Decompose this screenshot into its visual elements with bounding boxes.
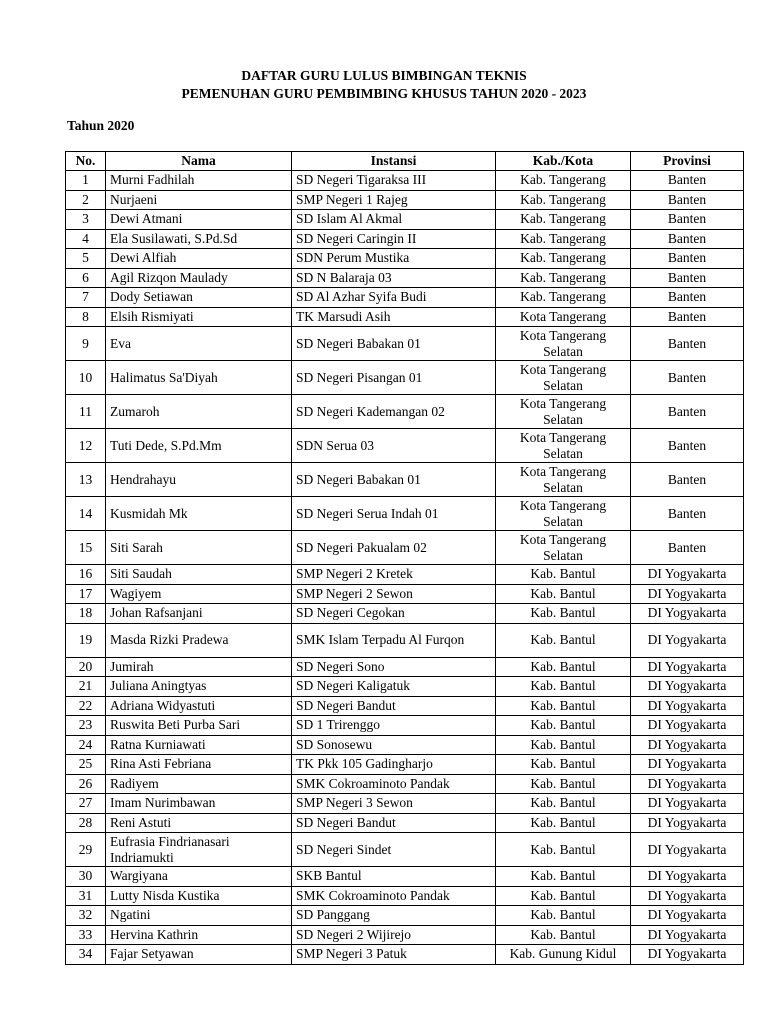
- cell-provinsi: Banten: [631, 463, 744, 497]
- cell-kab-kota: Kab. Bantul: [496, 755, 631, 775]
- cell-kab-kota: Kab. Bantul: [496, 794, 631, 814]
- cell-instansi: SD Negeri Tigaraksa III: [292, 171, 496, 191]
- cell-provinsi: DI Yogyakarta: [631, 735, 744, 755]
- table-row: [66, 307, 744, 327]
- cell-nama: Rina Asti Febriana: [106, 755, 292, 775]
- cell-provinsi: DI Yogyakarta: [631, 813, 744, 833]
- table-row: [66, 229, 744, 249]
- cell-nama: Wagiyem: [106, 584, 292, 604]
- cell-nama: Halimatus Sa'Diyah: [106, 361, 292, 395]
- cell-provinsi: Banten: [631, 429, 744, 463]
- cell-nama: Dody Setiawan: [106, 288, 292, 308]
- cell-kab-kota: Kab. Bantul: [496, 657, 631, 677]
- cell-nama: Ruswita Beti Purba Sari: [106, 716, 292, 736]
- table-row: [66, 429, 744, 463]
- cell-no: 22: [66, 696, 106, 716]
- cell-instansi: SD N Balaraja 03: [292, 268, 496, 288]
- cell-nama: Radiyem: [106, 774, 292, 794]
- cell-nama: Elsih Rismiyati: [106, 307, 292, 327]
- cell-nama: Wargiyana: [106, 867, 292, 887]
- cell-no: 32: [66, 906, 106, 926]
- cell-no: 8: [66, 307, 106, 327]
- table-row: [66, 395, 744, 429]
- cell-nama: Ngatini: [106, 906, 292, 926]
- cell-no: 26: [66, 774, 106, 794]
- cell-nama: Kusmidah Mk: [106, 497, 292, 531]
- cell-kab-kota: Kab. Bantul: [496, 886, 631, 906]
- table-row: [66, 813, 744, 833]
- cell-instansi: SD Negeri Sono: [292, 657, 496, 677]
- cell-nama: Ratna Kurniawati: [106, 735, 292, 755]
- cell-kab-kota: Kota Tangerang Selatan: [496, 497, 631, 531]
- cell-no: 25: [66, 755, 106, 775]
- table-row: [66, 249, 744, 269]
- cell-kab-kota: Kota Tangerang Selatan: [496, 531, 631, 565]
- cell-kab-kota: Kab. Bantul: [496, 604, 631, 624]
- cell-provinsi: DI Yogyakarta: [631, 774, 744, 794]
- cell-no: 4: [66, 229, 106, 249]
- cell-kab-kota: Kota Tangerang: [496, 307, 631, 327]
- table-row: [66, 268, 744, 288]
- cell-provinsi: Banten: [631, 288, 744, 308]
- cell-nama: Siti Sarah: [106, 531, 292, 565]
- cell-instansi: SD 1 Trirenggo: [292, 716, 496, 736]
- cell-kab-kota: Kab. Bantul: [496, 813, 631, 833]
- cell-provinsi: DI Yogyakarta: [631, 623, 744, 657]
- cell-instansi: SD Negeri Pakualam 02: [292, 531, 496, 565]
- table-row: [66, 210, 744, 230]
- table-row: [66, 886, 744, 906]
- cell-instansi: SMP Negeri 3 Sewon: [292, 794, 496, 814]
- cell-provinsi: DI Yogyakarta: [631, 657, 744, 677]
- cell-no: 31: [66, 886, 106, 906]
- cell-provinsi: DI Yogyakarta: [631, 565, 744, 585]
- table-row: [66, 565, 744, 585]
- cell-provinsi: DI Yogyakarta: [631, 755, 744, 775]
- cell-instansi: SDN Serua 03: [292, 429, 496, 463]
- cell-provinsi: DI Yogyakarta: [631, 925, 744, 945]
- cell-instansi: SD Negeri Sindet: [292, 833, 496, 867]
- cell-nama: Dewi Alfiah: [106, 249, 292, 269]
- column-header-instansi: Instansi: [292, 152, 496, 171]
- cell-provinsi: Banten: [631, 268, 744, 288]
- cell-no: 23: [66, 716, 106, 736]
- cell-no: 18: [66, 604, 106, 624]
- cell-provinsi: DI Yogyakarta: [631, 906, 744, 926]
- cell-no: 2: [66, 190, 106, 210]
- cell-instansi: SD Negeri 2 Wijirejo: [292, 925, 496, 945]
- cell-instansi: SD Negeri Caringin II: [292, 229, 496, 249]
- cell-provinsi: Banten: [631, 327, 744, 361]
- cell-nama: Johan Rafsanjani: [106, 604, 292, 624]
- cell-no: 6: [66, 268, 106, 288]
- column-header-nama: Nama: [106, 152, 292, 171]
- cell-instansi: SMP Negeri 2 Sewon: [292, 584, 496, 604]
- document-title-line1: DAFTAR GURU LULUS BIMBINGAN TEKNIS: [241, 68, 527, 83]
- cell-provinsi: Banten: [631, 210, 744, 230]
- cell-provinsi: DI Yogyakarta: [631, 886, 744, 906]
- cell-instansi: SD Negeri Bandut: [292, 813, 496, 833]
- cell-no: 3: [66, 210, 106, 230]
- column-header-kab-kota: Kab./Kota: [496, 152, 631, 171]
- cell-no: 27: [66, 794, 106, 814]
- cell-instansi: SD Negeri Kaligatuk: [292, 677, 496, 697]
- table-header-row: [66, 152, 744, 171]
- cell-no: 12: [66, 429, 106, 463]
- cell-provinsi: Banten: [631, 395, 744, 429]
- cell-provinsi: Banten: [631, 361, 744, 395]
- cell-kab-kota: Kota Tangerang Selatan: [496, 395, 631, 429]
- column-header-no: No.: [66, 152, 106, 171]
- cell-nama: Dewi Atmani: [106, 210, 292, 230]
- table-row: [66, 531, 744, 565]
- table-row: [66, 794, 744, 814]
- cell-instansi: SMK Cokroaminoto Pandak: [292, 886, 496, 906]
- cell-kab-kota: Kab. Gunung Kidul: [496, 945, 631, 965]
- cell-no: 5: [66, 249, 106, 269]
- cell-kab-kota: Kab. Tangerang: [496, 249, 631, 269]
- cell-kab-kota: Kab. Bantul: [496, 677, 631, 697]
- cell-provinsi: Banten: [631, 171, 744, 191]
- cell-kab-kota: Kab. Bantul: [496, 696, 631, 716]
- cell-nama: Imam Nurimbawan: [106, 794, 292, 814]
- cell-kab-kota: Kab. Bantul: [496, 774, 631, 794]
- cell-nama: Reni Astuti: [106, 813, 292, 833]
- table-row: [66, 584, 744, 604]
- cell-kab-kota: Kota Tangerang Selatan: [496, 327, 631, 361]
- cell-provinsi: DI Yogyakarta: [631, 696, 744, 716]
- table-row: [66, 867, 744, 887]
- table-row: [66, 327, 744, 361]
- cell-instansi: SD Sonosewu: [292, 735, 496, 755]
- cell-kab-kota: Kab. Tangerang: [496, 268, 631, 288]
- cell-no: 33: [66, 925, 106, 945]
- cell-provinsi: DI Yogyakarta: [631, 716, 744, 736]
- cell-instansi: SMP Negeri 2 Kretek: [292, 565, 496, 585]
- cell-provinsi: Banten: [631, 307, 744, 327]
- cell-instansi: TK Pkk 105 Gadingharjo: [292, 755, 496, 775]
- cell-instansi: SD Al Azhar Syifa Budi: [292, 288, 496, 308]
- document-title-line2: PEMENUHAN GURU PEMBIMBING KHUSUS TAHUN 2020 - 2023: [181, 86, 587, 101]
- cell-kab-kota: Kab. Bantul: [496, 925, 631, 945]
- cell-instansi: SD Islam Al Akmal: [292, 210, 496, 230]
- cell-nama: Hendrahayu: [106, 463, 292, 497]
- cell-nama: Juliana Aningtyas: [106, 677, 292, 697]
- cell-no: 13: [66, 463, 106, 497]
- table-row: [66, 945, 744, 965]
- table-row: [66, 925, 744, 945]
- cell-no: 10: [66, 361, 106, 395]
- cell-provinsi: DI Yogyakarta: [631, 677, 744, 697]
- cell-nama: Siti Saudah: [106, 565, 292, 585]
- cell-kab-kota: Kota Tangerang Selatan: [496, 429, 631, 463]
- cell-instansi: SD Negeri Babakan 01: [292, 327, 496, 361]
- cell-instansi: SD Negeri Bandut: [292, 696, 496, 716]
- cell-nama: Lutty Nisda Kustika: [106, 886, 292, 906]
- cell-instansi: SMK Islam Terpadu Al Furqon: [292, 623, 496, 657]
- cell-kab-kota: Kab. Bantul: [496, 735, 631, 755]
- cell-kab-kota: Kab. Bantul: [496, 867, 631, 887]
- cell-kab-kota: Kab. Bantul: [496, 565, 631, 585]
- cell-no: 16: [66, 565, 106, 585]
- cell-kab-kota: Kab. Bantul: [496, 716, 631, 736]
- cell-no: 20: [66, 657, 106, 677]
- cell-nama: Eufrasia Findrianasari Indriamukti: [106, 833, 292, 867]
- cell-kab-kota: Kab. Tangerang: [496, 288, 631, 308]
- cell-no: 30: [66, 867, 106, 887]
- cell-no: 19: [66, 623, 106, 657]
- cell-nama: Hervina Kathrin: [106, 925, 292, 945]
- cell-kab-kota: Kab. Tangerang: [496, 210, 631, 230]
- cell-kab-kota: Kab. Bantul: [496, 623, 631, 657]
- cell-kab-kota: Kota Tangerang Selatan: [496, 361, 631, 395]
- cell-instansi: SD Negeri Kademangan 02: [292, 395, 496, 429]
- cell-kab-kota: Kab. Tangerang: [496, 190, 631, 210]
- cell-nama: Nurjaeni: [106, 190, 292, 210]
- cell-no: 29: [66, 833, 106, 867]
- cell-instansi: TK Marsudi Asih: [292, 307, 496, 327]
- cell-no: 34: [66, 945, 106, 965]
- cell-nama: Zumaroh: [106, 395, 292, 429]
- cell-provinsi: DI Yogyakarta: [631, 833, 744, 867]
- teacher-table: [65, 151, 744, 965]
- cell-provinsi: Banten: [631, 229, 744, 249]
- table-row: [66, 677, 744, 697]
- table-row: [66, 696, 744, 716]
- cell-instansi: SD Negeri Babakan 01: [292, 463, 496, 497]
- cell-provinsi: Banten: [631, 249, 744, 269]
- cell-no: 9: [66, 327, 106, 361]
- table-row: [66, 171, 744, 191]
- table-row: [66, 774, 744, 794]
- cell-instansi: SMP Negeri 3 Patuk: [292, 945, 496, 965]
- cell-instansi: SDN Perum Mustika: [292, 249, 496, 269]
- table-row: [66, 755, 744, 775]
- cell-kab-kota: Kab. Bantul: [496, 906, 631, 926]
- cell-instansi: SD Negeri Cegokan: [292, 604, 496, 624]
- cell-instansi: SMK Cokroaminoto Pandak: [292, 774, 496, 794]
- table-row: [66, 288, 744, 308]
- cell-nama: Jumirah: [106, 657, 292, 677]
- cell-kab-kota: Kab. Bantul: [496, 833, 631, 867]
- table-row: [66, 361, 744, 395]
- cell-no: 28: [66, 813, 106, 833]
- table-body: [66, 171, 744, 965]
- cell-no: 7: [66, 288, 106, 308]
- cell-kab-kota: Kab. Tangerang: [496, 171, 631, 191]
- cell-no: 1: [66, 171, 106, 191]
- cell-nama: Eva: [106, 327, 292, 361]
- cell-instansi: SMP Negeri 1 Rajeg: [292, 190, 496, 210]
- cell-no: 14: [66, 497, 106, 531]
- table-row: [66, 906, 744, 926]
- cell-no: 15: [66, 531, 106, 565]
- cell-nama: Tuti Dede, S.Pd.Mm: [106, 429, 292, 463]
- table-row: [66, 463, 744, 497]
- cell-nama: Fajar Setyawan: [106, 945, 292, 965]
- cell-instansi: SD Negeri Pisangan 01: [292, 361, 496, 395]
- cell-no: 24: [66, 735, 106, 755]
- cell-nama: Agil Rizqon Maulady: [106, 268, 292, 288]
- cell-provinsi: Banten: [631, 531, 744, 565]
- table-row: [66, 190, 744, 210]
- cell-provinsi: DI Yogyakarta: [631, 867, 744, 887]
- cell-nama: Adriana Widyastuti: [106, 696, 292, 716]
- cell-provinsi: Banten: [631, 497, 744, 531]
- cell-instansi: SKB Bantul: [292, 867, 496, 887]
- cell-no: 21: [66, 677, 106, 697]
- cell-provinsi: DI Yogyakarta: [631, 604, 744, 624]
- cell-instansi: SD Negeri Serua Indah 01: [292, 497, 496, 531]
- table-row: [66, 716, 744, 736]
- cell-kab-kota: Kota Tangerang Selatan: [496, 463, 631, 497]
- cell-provinsi: DI Yogyakarta: [631, 794, 744, 814]
- table-row: [66, 604, 744, 624]
- cell-nama: Murni Fadhilah: [106, 171, 292, 191]
- cell-instansi: SD Panggang: [292, 906, 496, 926]
- cell-provinsi: DI Yogyakarta: [631, 945, 744, 965]
- cell-kab-kota: Kab. Tangerang: [496, 229, 631, 249]
- table-row: [66, 497, 744, 531]
- table-row: [66, 735, 744, 755]
- table-row: [66, 623, 744, 657]
- cell-nama: Ela Susilawati, S.Pd.Sd: [106, 229, 292, 249]
- cell-no: 11: [66, 395, 106, 429]
- cell-no: 17: [66, 584, 106, 604]
- cell-provinsi: DI Yogyakarta: [631, 584, 744, 604]
- cell-nama: Masda Rizki Pradewa: [106, 623, 292, 657]
- cell-kab-kota: Kab. Bantul: [496, 584, 631, 604]
- column-header-provinsi: Provinsi: [631, 152, 744, 171]
- table-row: [66, 833, 744, 867]
- table-row: [66, 657, 744, 677]
- cell-provinsi: Banten: [631, 190, 744, 210]
- year-label: Tahun 2020: [67, 118, 135, 133]
